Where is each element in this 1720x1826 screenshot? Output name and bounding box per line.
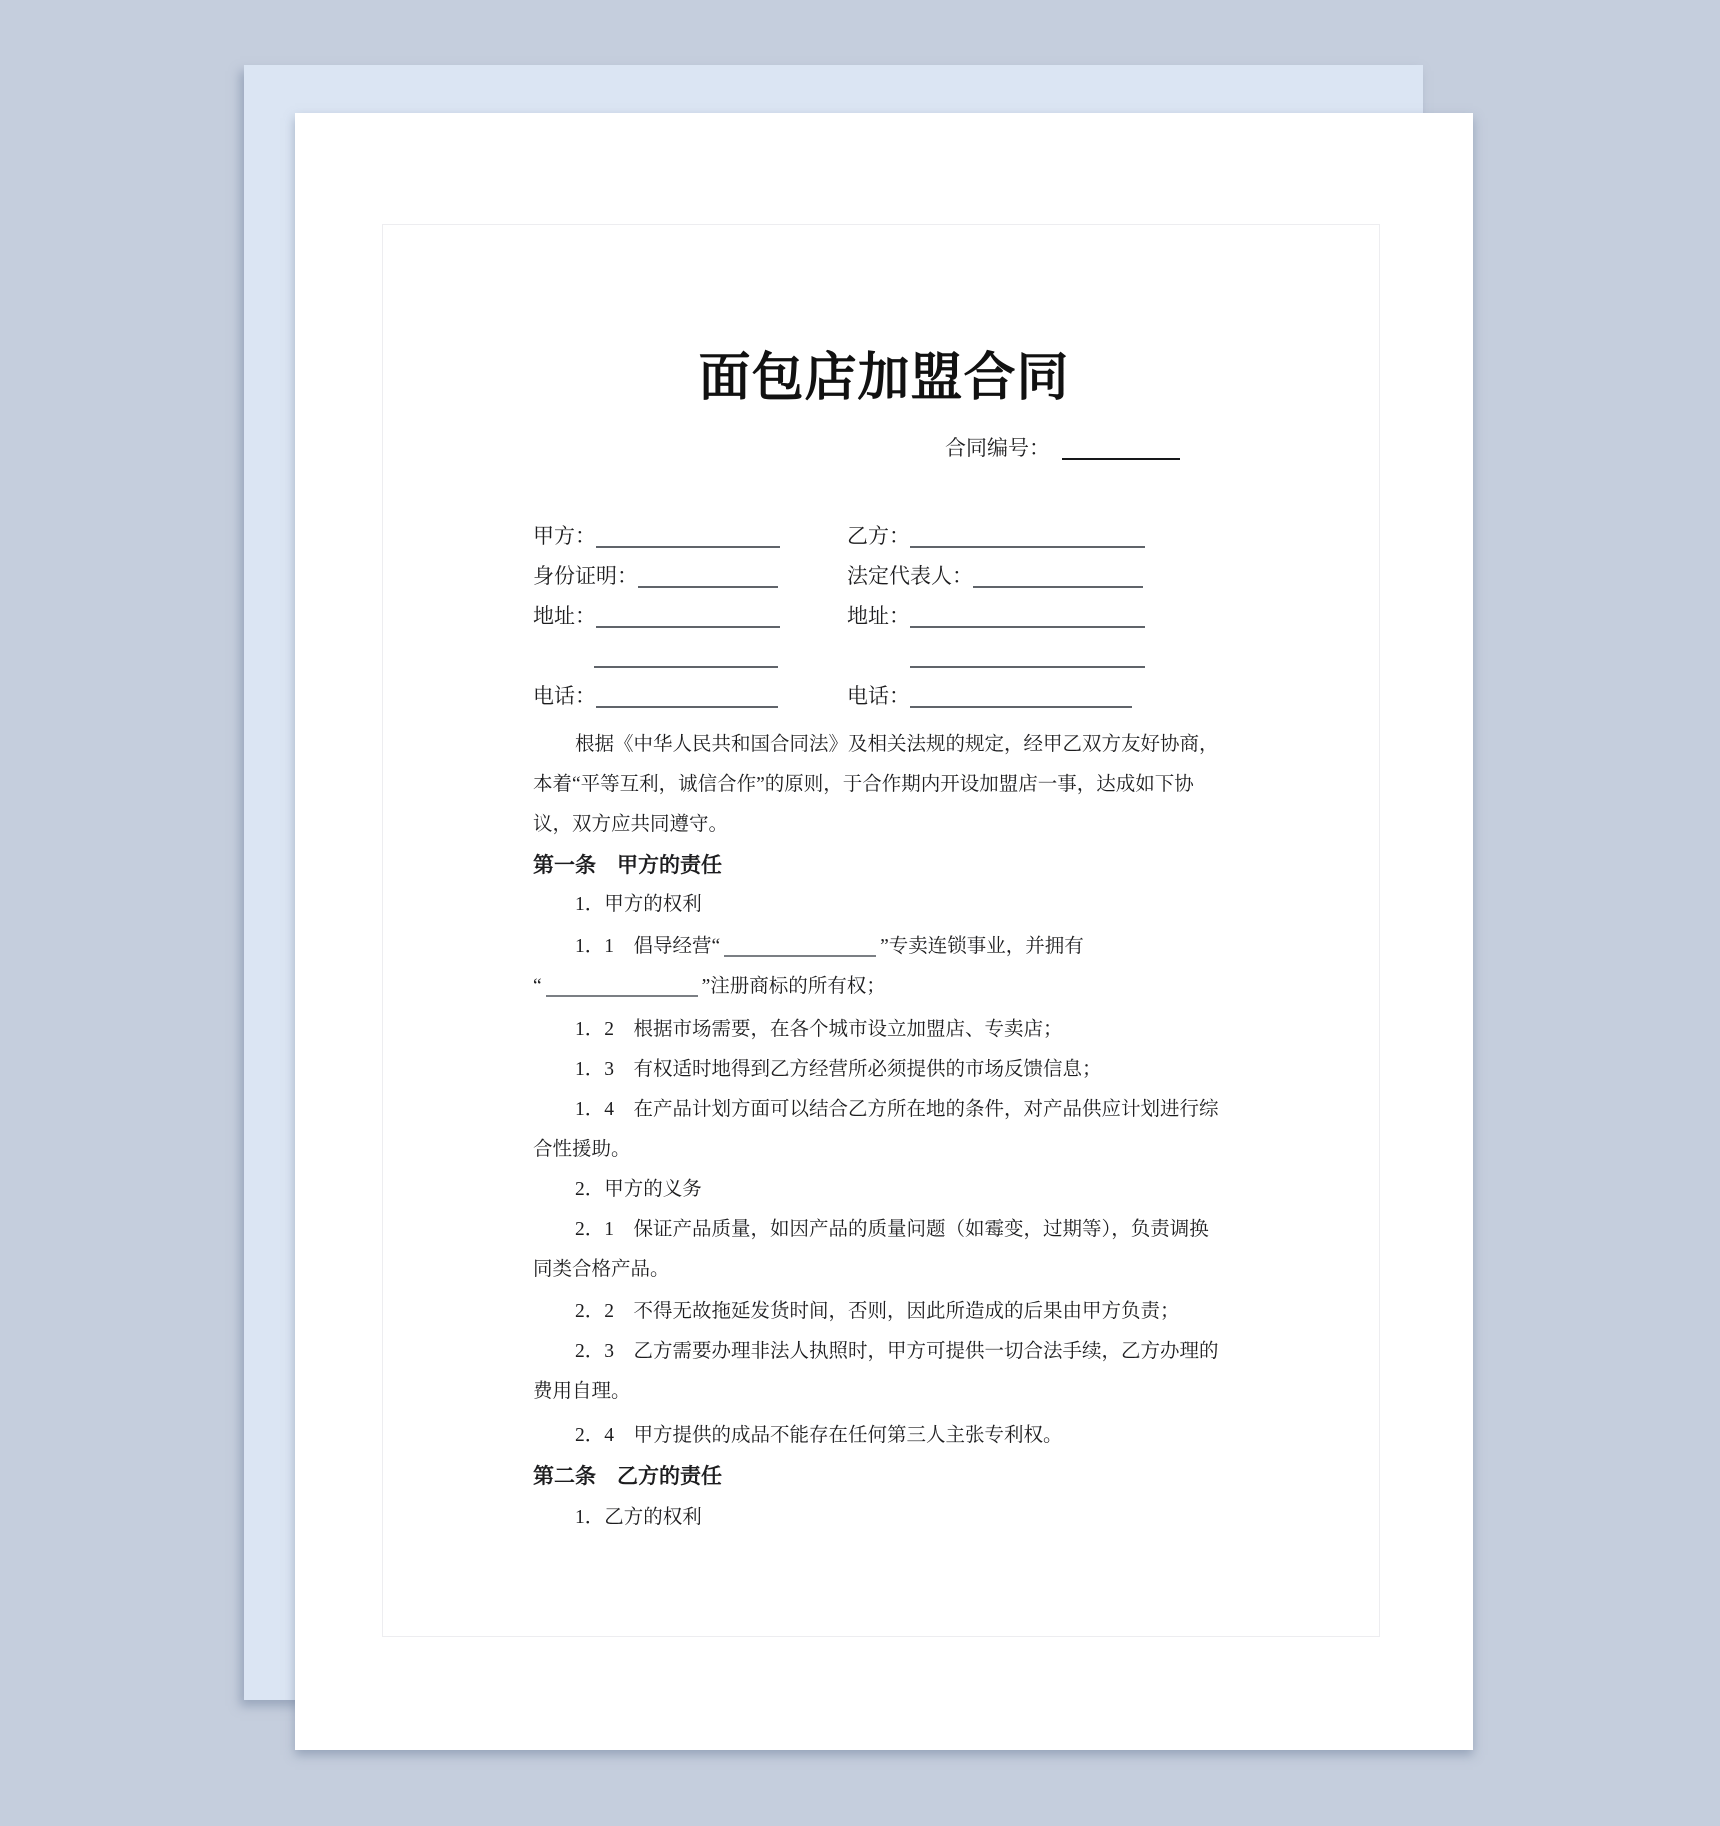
clause-line: 1．乙方的权利 <box>575 1507 702 1528</box>
contract-number-label: 合同编号： <box>945 436 1050 460</box>
party-a-label: 甲方： <box>533 524 596 548</box>
paragraph-line: 根据《中华人民共和国合同法》及相关法规的规定，经甲乙双方友好协商， <box>575 734 1219 755</box>
id-proof-label: 身份证明： <box>533 564 638 588</box>
clause-text: “ <box>533 976 542 997</box>
form-row-address-cont <box>533 636 1253 676</box>
address-b-label: 地址： <box>847 604 910 628</box>
clause-line: 2．甲方的义务 <box>575 1179 702 1200</box>
clause-text: 1．1 倡导经营“ <box>575 936 721 957</box>
clause-line: 2．3 乙方需要办理非法人执照时，甲方可提供一切合法手续，乙方办理的 <box>575 1341 1219 1362</box>
phone-a-label: 电话： <box>533 684 596 708</box>
address-b-blank-field <box>910 602 1145 628</box>
clause-text: ”注册商标的所有权； <box>701 976 886 997</box>
form-row-phone <box>533 676 1253 716</box>
party-b-label: 乙方： <box>847 524 910 548</box>
phone-b-blank-field <box>910 682 1132 708</box>
clause-line: 同类合格产品。 <box>533 1259 670 1280</box>
id-proof-blank-field <box>638 562 778 588</box>
legal-rep-blank-field <box>973 562 1143 588</box>
contract-number-row <box>945 431 1180 465</box>
paragraph-line: 议，双方应共同遵守。 <box>533 814 729 835</box>
clause-line: 1．3 有权适时地得到乙方经营所必须提供的市场反馈信息； <box>575 1059 1102 1080</box>
trademark-blank-field <box>546 971 698 997</box>
brand-name-blank-field <box>724 931 876 957</box>
address-b-cont-blank-field <box>910 642 1145 668</box>
clause-line-with-blank <box>533 927 1243 967</box>
party-a-blank-field <box>596 522 780 548</box>
parties-form <box>533 516 1253 716</box>
address-a-blank-field <box>596 602 780 628</box>
paragraph-line: 本着“平等互利，诚信合作”的原则，于合作期内开设加盟店一事，达成如下协 <box>533 774 1194 795</box>
clause-line-with-blank <box>533 967 1243 1007</box>
form-row-id <box>533 556 1253 596</box>
phone-a-blank-field <box>596 682 778 708</box>
clause-line: 合性援助。 <box>533 1139 631 1160</box>
contract-body <box>533 725 1243 1538</box>
contract-number-blank-field <box>1062 434 1180 460</box>
address-a-cont-blank-field <box>594 642 778 668</box>
legal-rep-label: 法定代表人： <box>847 564 973 588</box>
section-heading-article-2: 第二条 乙方的责任 <box>533 1464 722 1488</box>
form-row-party <box>533 516 1253 556</box>
clause-line: 1．2 根据市场需要，在各个城市设立加盟店、专卖店； <box>575 1019 1063 1040</box>
clause-line: 2．2 不得无故拖延发货时间，否则，因此所造成的后果由甲方负责； <box>575 1301 1180 1322</box>
clause-line: 2．1 保证产品质量，如因产品的质量问题（如霉变，过期等），负责调换 <box>575 1219 1209 1240</box>
clause-line: 2．4 甲方提供的成品不能存在任何第三人主张专利权。 <box>575 1425 1063 1446</box>
party-b-blank-field <box>910 522 1145 548</box>
document-title: 面包店加盟合同 <box>698 350 1070 407</box>
form-row-address <box>533 596 1253 636</box>
document-page <box>295 113 1473 1750</box>
section-heading-article-1: 第一条 甲方的责任 <box>533 853 722 877</box>
clause-text: ”专卖连锁事业，并拥有 <box>880 936 1084 957</box>
clause-line: 1．4 在产品计划方面可以结合乙方所在地的条件，对产品供应计划进行综 <box>575 1099 1219 1120</box>
clause-line: 1．甲方的权利 <box>575 894 702 915</box>
address-a-label: 地址： <box>533 604 596 628</box>
phone-b-label: 电话： <box>847 684 910 708</box>
clause-line: 费用自理。 <box>533 1381 631 1402</box>
